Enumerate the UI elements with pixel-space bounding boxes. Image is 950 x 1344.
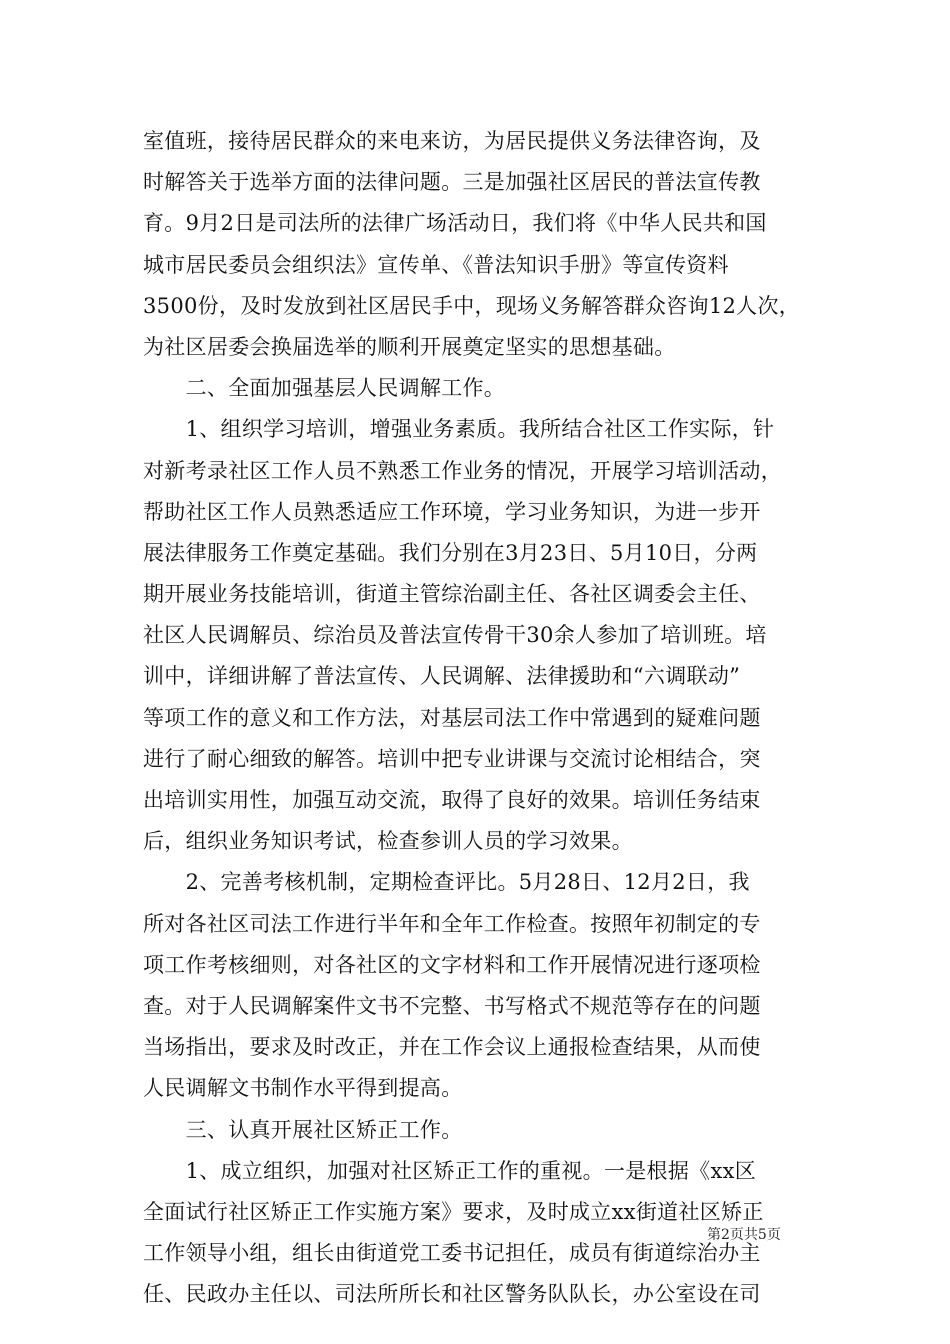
text-line: 育。9月2日是司法所的法律广场活动日，我们将《中华人民共和国 — [143, 211, 767, 236]
text-line: 1、成立组织，加强对社区矫正工作的重视。一是根据《xx区 — [143, 1158, 757, 1183]
text-line: 室值班，接待居民群众的来电来访，为居民提供义务法律咨询，及 — [143, 129, 761, 153]
text-line: 为社区居委会换届选举的顺利开展奠定坚实的思想基础。 — [143, 334, 676, 359]
text-line: 后，组织业务知识考试，检查参训人员的学习效果。 — [143, 829, 633, 854]
text-line: 当场指出，要求及时改正，并在工作会议上通报检查结果，从而使 — [143, 1035, 761, 1060]
body-text — [143, 121, 808, 1315]
text-line: 时解答关于选举方面的法律问题。三是加强社区居民的普法宣传教 — [143, 170, 761, 195]
text-line: 对新考录社区工作人员不熟悉工作业务的情况，开展学习培训活动， — [143, 458, 782, 483]
text-line: 进行了耐心细致的解答。培训中把专业讲课与交流讨论相结合，突 — [143, 746, 761, 771]
text-line: 项工作考核细则，对各社区的文字材料和工作开展情况进行逐项检 — [143, 952, 761, 977]
text-line: 帮助社区工作人员熟悉适应工作环境，学习业务知识，为进一步开 — [143, 499, 761, 524]
section-heading: 二、全面加强基层人民调解工作。 — [143, 376, 506, 401]
text-line: 1、组织学习培训，增强业务素质。我所结合社区工作实际，针 — [143, 417, 775, 442]
text-line: 全面试行社区矫正工作实施方案》要求，及时成立xx街道社区矫正 — [143, 1199, 764, 1224]
text-line: 社区人民调解员、综治员及普法宣传骨干30余人参加了培训班。培 — [143, 623, 767, 648]
text-line: 等项工作的意义和工作方法，对基层司法工作中常遇到的疑难问题 — [143, 705, 761, 730]
page-number: 第2页共5页 — [707, 1227, 781, 1243]
text-line: 期开展业务技能培训，街道主管综治副主任、各社区调委会主任、 — [143, 582, 761, 607]
text-line: 城市居民委员会组织法》宣传单、《普法知识手册》等宣传资料 — [143, 252, 729, 277]
section-heading: 三、认真开展社区矫正工作。 — [143, 1117, 463, 1142]
text-line: 训中，详细讲解了普法宣传、人民调解、法律援助和“六调联动” — [143, 664, 741, 689]
text-line: 所对各社区司法工作进行半年和全年工作检查。按照年初制定的专 — [143, 911, 761, 936]
text-line: 3500份，及时发放到社区居民手中，现场义务解答群众咨询12人次， — [143, 293, 801, 318]
text-line: 展法律服务工作奠定基础。我们分别在3月23日、5月10日，分两 — [143, 540, 758, 565]
text-line: 2、完善考核机制，定期检查评比。5月28日、12月2日，我 — [143, 870, 750, 895]
text-line: 任、民政办主任以、司法所所长和社区警务队队长，办公室设在司 — [143, 1282, 761, 1307]
text-line: 查。对于人民调解案件文书不完整、书写格式不规范等存在的问题 — [143, 993, 761, 1018]
text-line: 工作领导小组，组长由街道党工委书记担任，成员有街道综治办主 — [143, 1241, 761, 1266]
text-line: 人民调解文书制作水平得到提高。 — [143, 1076, 463, 1101]
text-line: 出培训实用性，加强互动交流，取得了良好的效果。培训任务结束 — [143, 788, 761, 812]
